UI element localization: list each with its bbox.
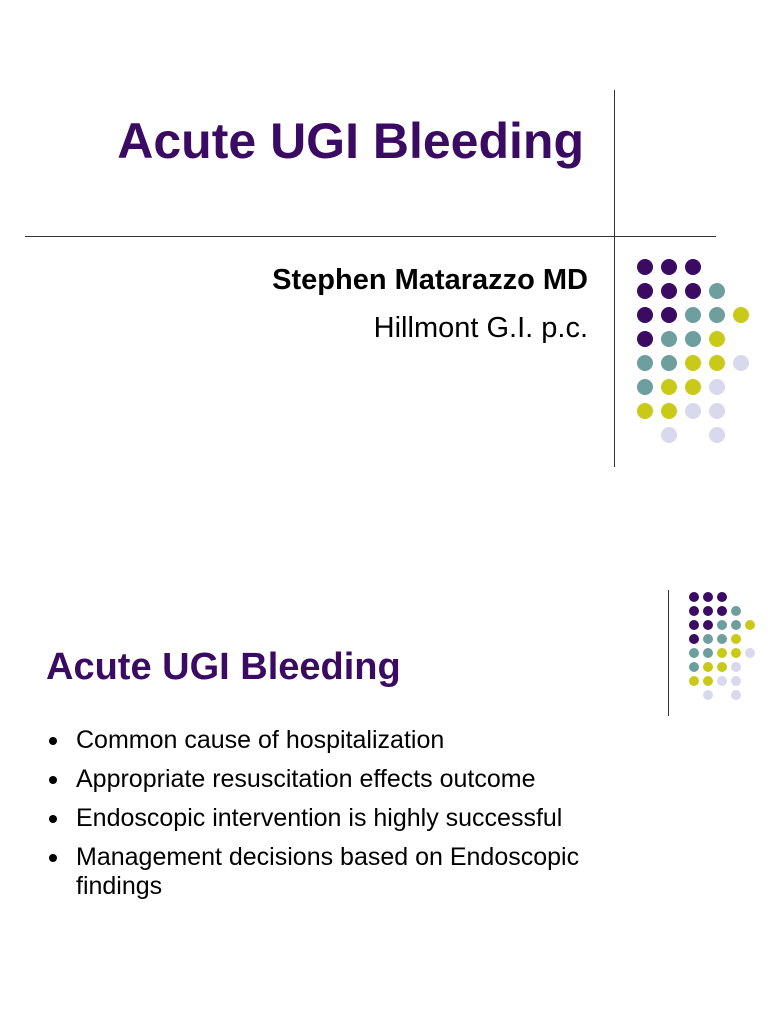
decorative-dot xyxy=(661,355,677,371)
decorative-dot xyxy=(689,676,699,686)
decorative-dot xyxy=(685,307,701,323)
bullet-dot-icon xyxy=(49,854,57,862)
decorative-dot xyxy=(661,403,677,419)
decorative-dot xyxy=(717,648,727,658)
bullet-dot-icon xyxy=(49,776,57,784)
decorative-dot xyxy=(661,283,677,299)
decorative-dot xyxy=(731,606,741,616)
decorative-dot xyxy=(689,634,699,644)
decorative-dot xyxy=(703,648,713,658)
decorative-dot xyxy=(685,283,701,299)
decorative-dot xyxy=(703,592,713,602)
horizontal-divider xyxy=(25,236,716,237)
slide-title: Acute UGI Bleeding xyxy=(117,113,584,169)
decorative-dot xyxy=(661,259,677,275)
decorative-dot xyxy=(717,606,727,616)
decorative-dot xyxy=(703,606,713,616)
bullet-dot-icon xyxy=(49,737,57,745)
decorative-dot xyxy=(709,379,725,395)
decorative-dot xyxy=(685,259,701,275)
decorative-dot xyxy=(703,676,713,686)
vertical-divider xyxy=(614,90,615,467)
decorative-dot xyxy=(685,355,701,371)
decorative-dot xyxy=(661,331,677,347)
decorative-dot xyxy=(717,634,727,644)
decorative-dot xyxy=(685,331,701,347)
decorative-dot xyxy=(709,283,725,299)
decorative-dot xyxy=(731,634,741,644)
decorative-dot xyxy=(637,379,653,395)
decorative-dot xyxy=(661,379,677,395)
decorative-dot xyxy=(733,307,749,323)
decorative-dot xyxy=(661,307,677,323)
decorative-dot xyxy=(731,690,741,700)
decorative-dot xyxy=(637,355,653,371)
decorative-dot xyxy=(745,620,755,630)
decorative-dot xyxy=(703,662,713,672)
decorative-dot xyxy=(661,427,677,443)
decorative-dot xyxy=(709,331,725,347)
decorative-dot xyxy=(709,427,725,443)
bullet-list xyxy=(46,726,666,911)
list-item: Management decisions based on Endoscopic findings xyxy=(46,843,666,901)
decorative-dot xyxy=(745,648,755,658)
decorative-dot xyxy=(689,648,699,658)
decorative-dot xyxy=(709,307,725,323)
decorative-dot xyxy=(731,662,741,672)
decorative-dot xyxy=(717,620,727,630)
content-slide xyxy=(0,560,768,1024)
decorative-dot xyxy=(733,355,749,371)
decorative-dot xyxy=(709,355,725,371)
decorative-dot xyxy=(703,634,713,644)
list-item: Appropriate resuscitation effects outcome xyxy=(46,765,666,794)
decorative-dot xyxy=(637,259,653,275)
list-item: Common cause of hospitalization xyxy=(46,726,666,755)
decorative-dot xyxy=(637,307,653,323)
decorative-dot xyxy=(717,662,727,672)
decorative-dot xyxy=(689,606,699,616)
decorative-dot xyxy=(703,690,713,700)
list-item: Endoscopic intervention is highly successful xyxy=(46,804,666,833)
decorative-dot xyxy=(689,662,699,672)
presenter-name: Stephen Matarazzo MD xyxy=(272,264,588,296)
decorative-dot xyxy=(685,379,701,395)
decorative-dot xyxy=(689,592,699,602)
decorative-dot xyxy=(709,403,725,419)
decorative-dot xyxy=(717,676,727,686)
vertical-divider-small xyxy=(668,590,669,716)
decorative-dot xyxy=(731,620,741,630)
decorative-dot xyxy=(717,592,727,602)
decorative-dot xyxy=(731,648,741,658)
decorative-dot xyxy=(689,620,699,630)
decorative-dot xyxy=(685,403,701,419)
bullet-dot-icon xyxy=(49,815,57,823)
decorative-dot xyxy=(731,676,741,686)
presenter-organization: Hillmont G.I. p.c. xyxy=(373,312,588,344)
slide-title: Acute UGI Bleeding xyxy=(46,646,401,688)
decorative-dot xyxy=(637,283,653,299)
decorative-dot xyxy=(703,620,713,630)
decorative-dot xyxy=(637,331,653,347)
decorative-dot xyxy=(637,403,653,419)
